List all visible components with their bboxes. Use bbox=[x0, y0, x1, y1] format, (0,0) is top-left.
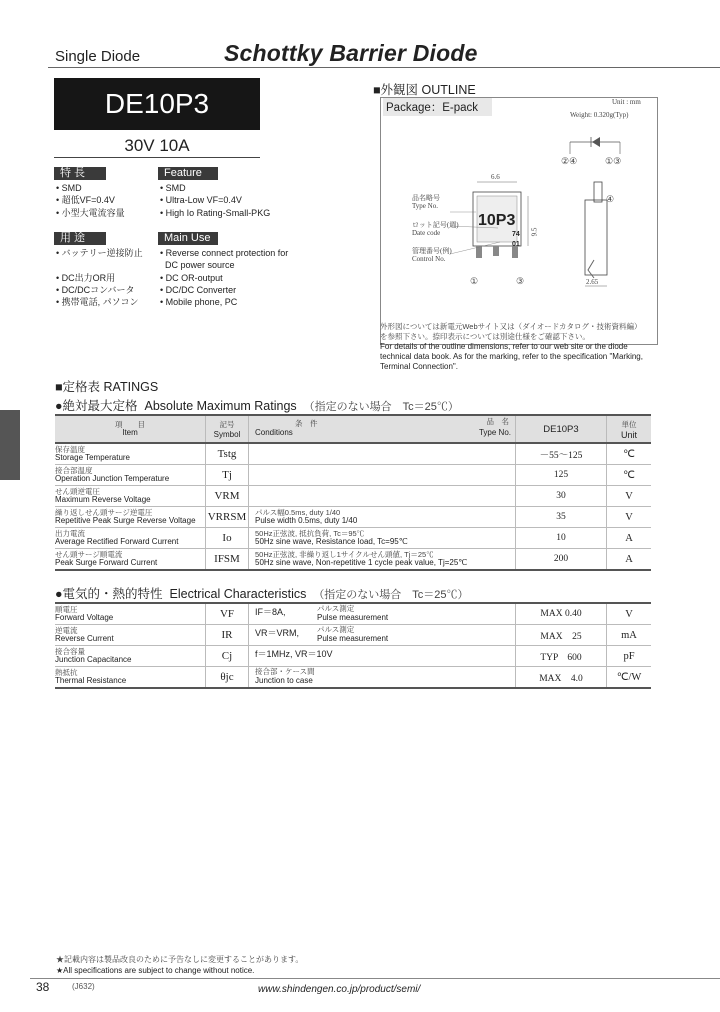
marking-date: 74 bbox=[512, 231, 520, 238]
part-number-box bbox=[54, 78, 260, 130]
type-no-label: 品名略号 Type No. bbox=[412, 194, 440, 210]
dim-width-label: 6.6 bbox=[491, 173, 500, 181]
date-code-label: ロット記号(週) Date code bbox=[412, 221, 459, 237]
list-item: • DC/DCコンバータ bbox=[56, 284, 135, 295]
elec-title: ●電気的・熱的特性 Electrical Characteristics （指定のない場合 Tc＝25℃） bbox=[55, 587, 469, 601]
doc-code: (J632) bbox=[72, 982, 95, 991]
dim-lead-label: 2.65 bbox=[586, 278, 599, 286]
list-item: • High Io Rating-Small-PKG bbox=[160, 207, 271, 218]
list-item: • Reverse connect protection for bbox=[160, 248, 289, 258]
table-row: 繰り返しせん頭サージ逆電圧 Repetitive Peak Surge Reverse Voltage VRRSM パルス幅0.5ms, duty 1/40 Pulse width 0.5ms, duty 1/40 35 V bbox=[55, 507, 651, 528]
table-row: 熱抵抗 Thermal Resistance θjc 接合部・ケース間 Junction to case MAX 4.0 ℃/W bbox=[55, 667, 651, 689]
list-item: • DC OR-output bbox=[160, 272, 223, 283]
table-row: せん頭サージ順電流 Peak Surge Forward Current IFSM 50Hz正弦波, 非繰り返し1サイクルせん頭値, Tj＝25℃ 50Hz sine wave, Non-repetitive 1 cycle peak value, Tj=25℃ 200 A bbox=[55, 549, 651, 571]
package-side-view bbox=[585, 182, 607, 286]
footer-rule bbox=[30, 978, 720, 979]
part-number: DE10P3 bbox=[104, 88, 210, 119]
list-item: • SMD bbox=[56, 183, 82, 193]
table-row: 保存温度 Storage Temperature Tstg －55～125 ℃ bbox=[55, 443, 651, 465]
pins-left-label: ②④ bbox=[561, 156, 578, 166]
ratings-header: ■定格表 RATINGS bbox=[55, 380, 159, 394]
header-rule bbox=[48, 67, 720, 68]
feature-jp-list bbox=[56, 182, 125, 219]
rating-rule bbox=[54, 157, 260, 158]
side-tab bbox=[0, 410, 20, 480]
pin3-label: ③ bbox=[516, 276, 525, 286]
use-en-list bbox=[160, 247, 288, 308]
list-item bbox=[56, 259, 143, 271]
feature-jp-header: 特 長 bbox=[54, 167, 106, 180]
list-item: • 携帯電話, パソコン bbox=[56, 297, 139, 308]
page-title: Schottky Barrier Diode bbox=[224, 40, 478, 66]
elec-table bbox=[55, 602, 651, 689]
unit-label: Unit : mm bbox=[612, 98, 641, 106]
list-item: • DC出力OR用 bbox=[56, 272, 116, 283]
table-row: 出力電流 Average Rectified Forward Current Io 50Hz正弦波, 抵抗負荷, Tc＝95℃ 50Hz sine wave, Resistance load, Tc=95℃ 10 A bbox=[55, 528, 651, 549]
marking-control: 01 bbox=[512, 241, 520, 248]
use-jp-list bbox=[56, 247, 143, 308]
footer-note-en: ★All specifications are subject to change without notice. bbox=[56, 966, 255, 975]
list-item: DC power source bbox=[165, 260, 235, 271]
list-item: • SMD bbox=[160, 183, 186, 193]
control-no-label: 管理番号(例) Control No. bbox=[412, 247, 452, 263]
footer-url[interactable]: www.shindengen.co.jp/product/semi/ bbox=[258, 984, 421, 995]
abs-max-title: ●絶対最大定格 Absolute Maximum Ratings （指定のない場合 Tc＝25℃） bbox=[55, 399, 459, 413]
list-item: • Mobile phone, PC bbox=[160, 297, 238, 308]
package-label: Package：E-pack bbox=[383, 98, 492, 116]
feature-en-list bbox=[160, 182, 270, 219]
use-jp-header: 用 途 bbox=[54, 232, 106, 245]
dim-height-label: 9.5 bbox=[530, 227, 539, 237]
table-row: せん頭逆電圧 Maximum Reverse Voltage VRM 30 V bbox=[55, 486, 651, 507]
table-row: 逆電流 Reverse Current IR VR＝VRM, パルス測定 Pulse measurement MAX 25 mA bbox=[55, 625, 651, 646]
footer-note-jp: ★記載内容は製品改良のために予告なしに変更することがあります。 bbox=[56, 955, 304, 964]
outline-note: 外形図については新電元Webサイト又は（ダイオードカタログ・技術資料編） を参照下さい。捺印表示については別途仕様をご確認下さい。 For details of the outline dimensions, refer to our web site or the diode technical data book. As for the marking, refer to the specification "Marking, Terminal Connection". bbox=[380, 322, 643, 371]
part-rating: 30V 10A bbox=[124, 136, 190, 155]
pin1-label: ① bbox=[470, 276, 479, 286]
list-item: • Ultra-Low VF=0.4V bbox=[160, 195, 242, 206]
list-item: • 小型大電流容量 bbox=[56, 207, 125, 218]
abs-max-table bbox=[55, 414, 651, 571]
table-row: 接合容量 Junction Capacitance Cj f＝1MHz, VR＝10V TYP 600 pF bbox=[55, 646, 651, 667]
weight-label: Weight: 0.320g(Typ) bbox=[570, 111, 629, 119]
pins-right-label: ①③ bbox=[605, 156, 622, 166]
marking-main: 10P3 bbox=[478, 212, 516, 229]
pin4-label: ④ bbox=[606, 194, 615, 204]
page-number: 38 bbox=[36, 980, 50, 994]
table-header-row: 項 目 Item 記号 Symbol 条 件 Conditions 品 名 Type No. DE10P3 単位 Unit bbox=[55, 415, 651, 443]
feature-en-header: Feature bbox=[158, 167, 218, 180]
use-en-header: Main Use bbox=[158, 232, 218, 245]
outline-header: ■外観図 OUTLINE bbox=[373, 83, 476, 97]
diode-symbol-icon bbox=[570, 137, 620, 154]
table-row: 接合部温度 Operation Junction Temperature Tj 125 ℃ bbox=[55, 465, 651, 486]
list-item: • 超低VF=0.4V bbox=[56, 195, 115, 206]
outline-drawing bbox=[380, 120, 656, 300]
list-item: • バッテリー逆接防止 bbox=[56, 248, 143, 258]
category-label: Single Diode bbox=[55, 48, 141, 65]
table-row: 順電圧 Forward Voltage VF IF＝8A, パルス測定 Pulse measurement MAX 0.40 V bbox=[55, 603, 651, 625]
list-item: • DC/DC Converter bbox=[160, 284, 237, 295]
